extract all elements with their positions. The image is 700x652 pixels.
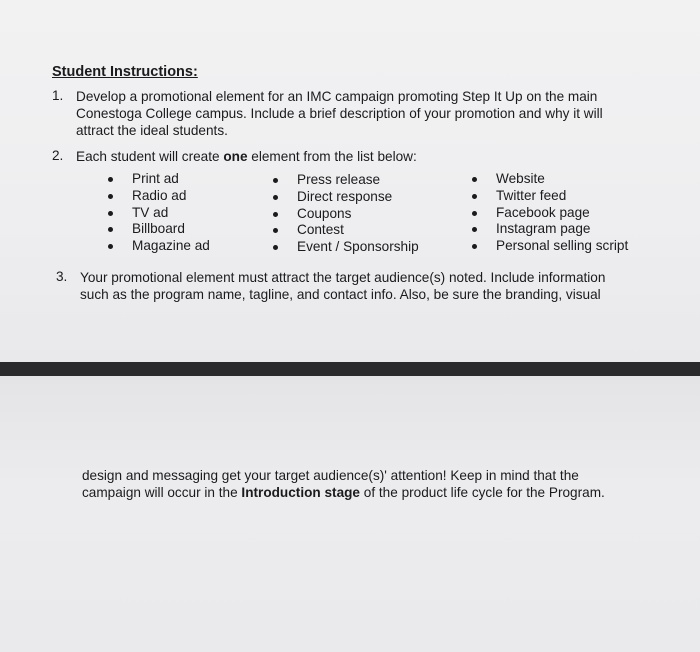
list-item: Print ad: [108, 171, 210, 188]
bullet-icon: [108, 194, 113, 199]
item-2-number: 2.: [52, 148, 64, 163]
bullet-icon: [108, 244, 113, 249]
list-item: Facebook page: [472, 205, 628, 222]
item-1-number: 1.: [52, 88, 64, 103]
list-item: Billboard: [108, 221, 210, 238]
bullet-icon: [273, 228, 278, 233]
options-column-2: [273, 172, 419, 256]
bullet-icon: [472, 211, 477, 216]
item-1-line: attract the ideal students.: [76, 123, 228, 138]
instructions-heading: Student Instructions:: [52, 64, 198, 80]
item-1-line: Develop a promotional element for an IMC campaign promoting Step It Up on the main: [76, 89, 598, 104]
bullet-icon: [108, 177, 113, 182]
item-1-text: [76, 88, 676, 139]
continuation-line-1: design and messaging get your target audience(s)' attention! Keep in mind that the: [82, 468, 579, 483]
bullet-icon: [472, 194, 477, 199]
item-2-text-bold: one: [223, 149, 248, 164]
list-item: Radio ad: [108, 188, 210, 205]
list-item: Press release: [273, 172, 419, 189]
list-item: Instagram page: [472, 221, 628, 238]
list-item: Contest: [273, 222, 419, 239]
list-item: TV ad: [108, 205, 210, 222]
bullet-icon: [472, 244, 477, 249]
bullet-icon: [108, 227, 113, 232]
page-divider: [0, 362, 700, 376]
bullet-icon: [273, 195, 278, 200]
item-3-continuation: [82, 467, 682, 501]
bullet-icon: [472, 227, 477, 232]
list-item: Direct response: [273, 189, 419, 206]
bullet-icon: [273, 212, 278, 217]
item-2-text: [76, 148, 676, 165]
bullet-icon: [108, 211, 113, 216]
bullet-icon: [273, 245, 278, 250]
item-3-number: 3.: [56, 269, 68, 284]
item-1-line: Conestoga College campus. Include a brief description of your promotion and why it will: [76, 106, 603, 121]
bullet-icon: [273, 178, 278, 183]
item-2-text-after: element from the list below:: [247, 149, 417, 164]
introduction-stage-emphasis: Introduction stage: [241, 485, 360, 500]
item-3-line: Your promotional element must attract the target audience(s) noted. Include information: [80, 270, 606, 285]
options-column-3: [472, 171, 628, 255]
continuation-line-2: campaign will occur in the Introduction stage of the product life cycle for the Program.: [82, 485, 605, 500]
bullet-icon: [472, 177, 477, 182]
item-2-text-before: Each student will create: [76, 149, 224, 164]
options-column-1: [108, 171, 210, 255]
list-item: Coupons: [273, 206, 419, 223]
document-page-bottom: [0, 376, 700, 652]
list-item: Personal selling script: [472, 238, 628, 255]
item-3-text: [80, 269, 680, 303]
list-item: Magazine ad: [108, 238, 210, 255]
list-item: Event / Sponsorship: [273, 239, 419, 256]
list-item: Website: [472, 171, 628, 188]
item-3-line: such as the program name, tagline, and contact info. Also, be sure the branding, visual: [80, 287, 601, 302]
list-item: Twitter feed: [472, 188, 628, 205]
